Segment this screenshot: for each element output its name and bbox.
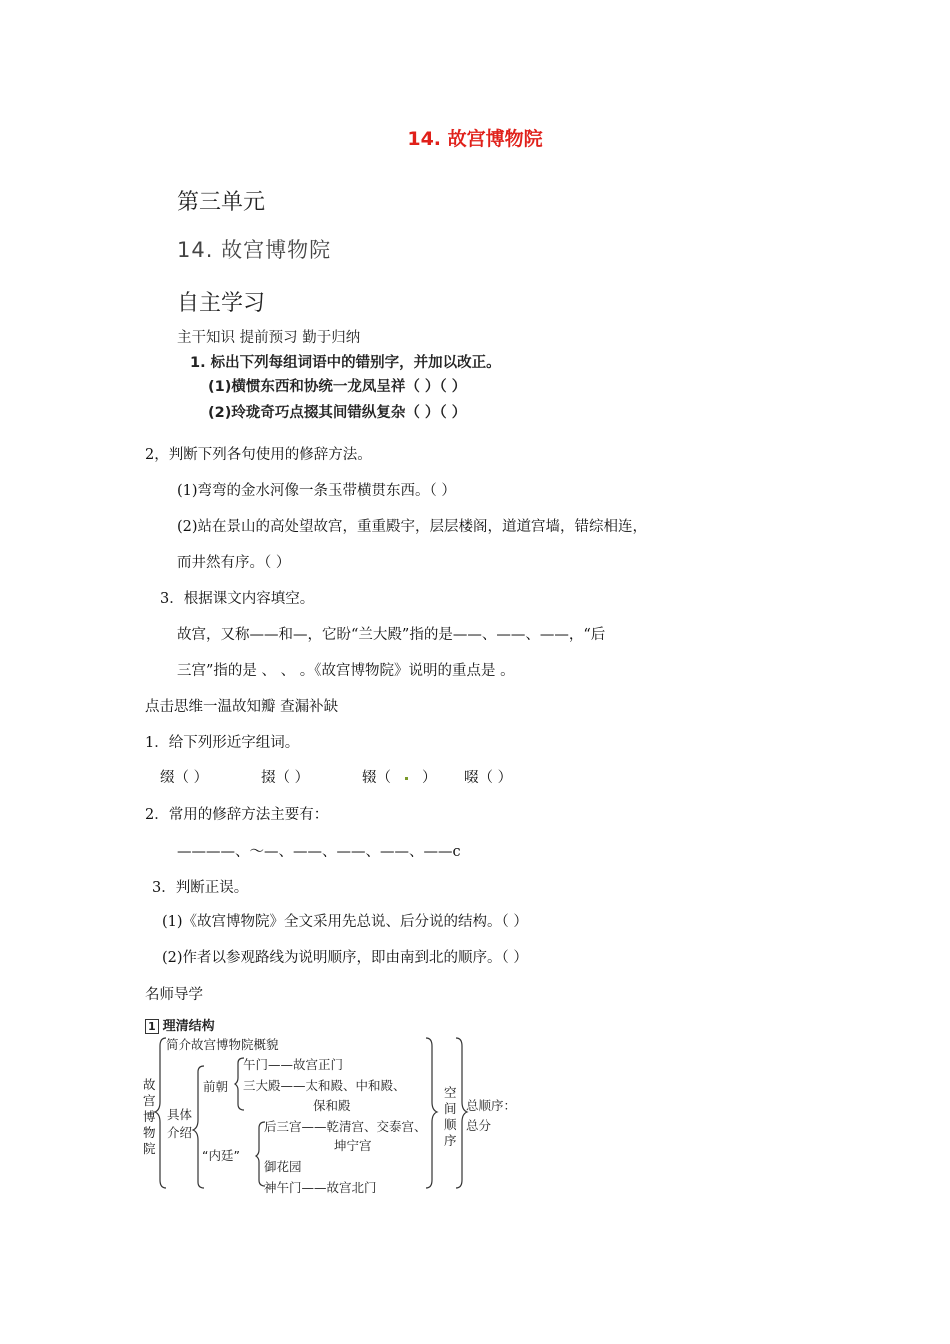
review-question-1: 1．给下列形近字组词。 (145, 735, 300, 751)
diagram-sandadian-cont: 保和殿 (313, 1098, 351, 1113)
word-item: 掇（ ） (261, 770, 310, 786)
guide-heading: 名师导学 (145, 987, 203, 1003)
word-item: 缀（ ） (160, 770, 209, 786)
question-1-item-2: (2)玲珑奇巧点掇其间错纵复杂（ ）（ ） (208, 405, 467, 421)
diagram-housangong-cont: 坤宁宫 (334, 1138, 372, 1153)
diagram-wumen: 午门——故宫正门 (243, 1057, 344, 1072)
question-1: 1. 标出下列每组词语中的错别字，并加以改正。 (190, 355, 501, 371)
review-question-2: 2．常用的修辞方法主要有： (145, 807, 329, 823)
subsection-heading: 主干知识 提前预习 勤于归纳 (177, 330, 361, 346)
page-title: 14. 故宫博物院 (407, 128, 543, 150)
review-question-3-item-2: (2)作者以参观路线为说明顺序，即由南到北的顺序。（ ） (162, 950, 528, 966)
dot-mark (405, 777, 408, 780)
diagram-number: 1 (145, 1019, 159, 1034)
diagram-qianchao: 前朝 (203, 1079, 229, 1094)
diagram-intro: 简介故宫博物院概貌 (166, 1037, 279, 1052)
unit-heading: 第三单元 (177, 190, 266, 215)
diagram-overall-order: 总顺序： (466, 1098, 517, 1113)
word-item: 啜（ ） (464, 770, 513, 786)
diagram-root: 故宫博物院 (143, 1077, 156, 1156)
section-heading: 自主学习 (177, 291, 266, 316)
diagram-specific: 具体介绍 (167, 1107, 193, 1140)
review-question-3-item-1: (1)《故宫博物院》全文采用先总说、后分说的结构。（ ） (162, 914, 528, 930)
diagram-overall-value: 总分 (466, 1118, 492, 1133)
question-3-line-2: 三宫”指的是 、 、 。《故宫博物院》说明的重点是 。 (177, 663, 515, 679)
diagram-heading-text: 理清结构 (162, 1019, 215, 1034)
diagram-sandadian: 三大殿——太和殿、中和殿、 (243, 1078, 406, 1093)
diagram-housangong: 后三宫——乾清宫、交泰宫、 (264, 1119, 427, 1134)
question-2: 2，判断下列各句使用的修辞方法。 (145, 447, 372, 463)
rhetoric-blanks: ————、〜—、——、——、——、——c (177, 844, 461, 860)
lesson-heading: 14. 故宫博物院 (177, 238, 332, 262)
word-item (362, 766, 437, 787)
review-question-3: 3．判断正误。 (152, 880, 249, 896)
diagram-spatial-order: 空间顺序 (444, 1085, 457, 1148)
question-1-item-1: (1)横惯东西和协统一龙凤呈祥（ ）（ ） (208, 379, 467, 395)
question-2-item-2-cont: 而井然有序。（ ） (177, 555, 291, 571)
word-item-open: 辍（ (362, 770, 391, 786)
question-2-item-2: (2)站在景山的高处望故宫，重重殿宇，层层楼阁，道道宫墙，错综相连， (177, 519, 648, 535)
diagram-yuhuayuan: 御花园 (264, 1159, 302, 1174)
question-3: 3．根据课文内容填空。 (160, 591, 315, 607)
question-3-line-1: 故宫，又称——和—，它盼“兰大殿”指的是——、——、——，“后 (177, 627, 606, 643)
word-item-close: ） (422, 770, 437, 786)
review-heading: 点击思维一温故知瓣 查漏补缺 (145, 699, 339, 715)
diagram-shenwumen: 神午门——故宫北门 (264, 1180, 377, 1195)
diagram-neiting: “内廷” (202, 1148, 240, 1163)
question-2-item-1: (1)弯弯的金水河像一条玉带横贯东西。（ ） (177, 483, 456, 499)
